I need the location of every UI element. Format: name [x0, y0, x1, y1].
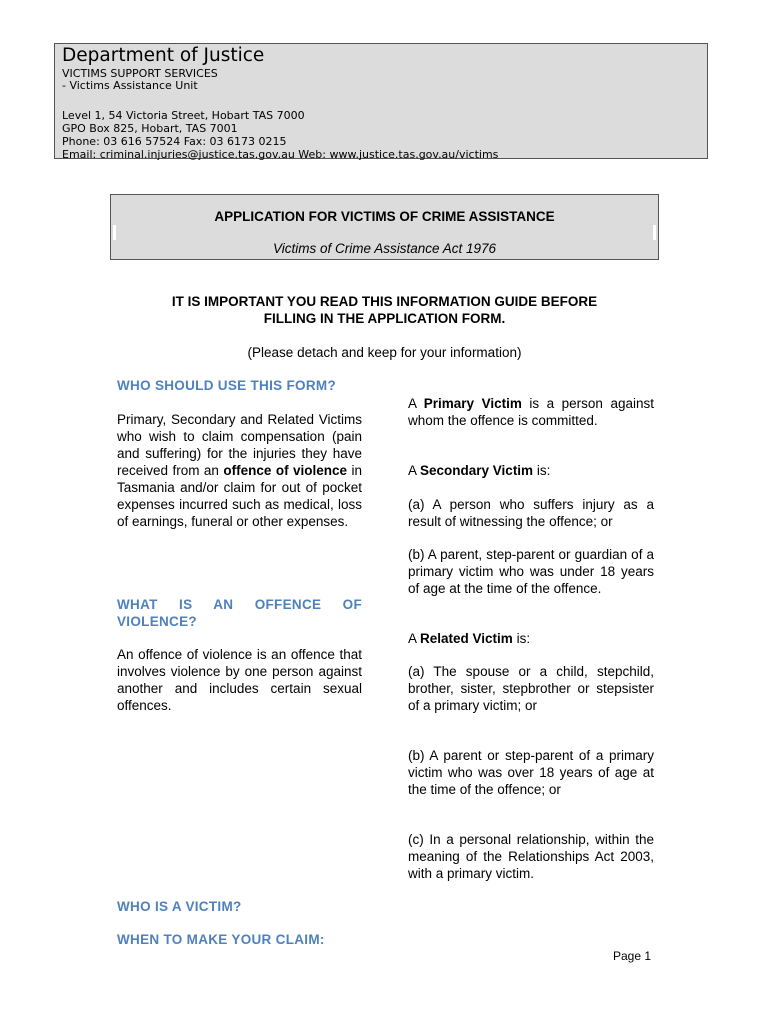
important-notice-line2: FILLING IN THE APPLICATION FORM.	[263, 311, 506, 326]
title-box-right-mark	[653, 225, 656, 240]
who-should-use-text-2: in Tasmania and/or claim for out of pocket expenses incurred such as medical, loss of earnings, funeral or other expenses.	[117, 463, 362, 529]
secondary-victim-intro: A Secondary Victim is:	[408, 463, 551, 478]
street-address: Level 1, 54 Victoria Street, Hobart TAS 7000	[62, 109, 305, 122]
detach-note: (Please detach and keep for your information)	[247, 345, 522, 360]
department-header	[54, 43, 708, 159]
secondary-victim-item-b: (b) A parent, step-parent or guardian of a primary victim who was under 18 years of age at the time of the offence.	[408, 547, 654, 596]
page-number: Page 1	[613, 949, 652, 963]
related-victim-item-a: (a) The spouse or a child, stepchild, brother, sister, stepbrother or stepsister of a primary victim; or	[408, 664, 654, 713]
offence-of-violence-term: offence of violence	[223, 463, 348, 478]
secondary-victim-item-a: (a) A person who suffers injury as a result of witnessing the offence; or	[408, 497, 654, 529]
who-is-victim-heading: WHO IS A VICTIM?	[117, 899, 242, 914]
primary-victim-definition: A Primary Victim is a person against whom the offence is committed.	[408, 396, 654, 428]
form-title-box	[110, 194, 659, 260]
form-title: APPLICATION FOR VICTIMS OF CRIME ASSISTANCE	[214, 209, 555, 224]
title-box-left-mark	[113, 225, 116, 240]
offence-paragraph: An offence of violence is an offence that involves violence by one person against another and includes certain sexual offences.	[117, 647, 362, 713]
when-to-claim-heading: WHEN TO MAKE YOUR CLAIM:	[117, 932, 325, 947]
what-is-offence-heading: WHAT IS AN OFFENCE OF VIOLENCE?	[117, 597, 362, 629]
service-name: VICTIMS SUPPORT SERVICES	[62, 67, 218, 80]
who-should-use-paragraph	[117, 411, 362, 530]
who-should-use-heading: WHO SHOULD USE THIS FORM?	[117, 378, 336, 393]
email-web: Email: criminal.injuries@justice.tas.gov.au Web: www.justice.tas.gov.au/victims	[62, 148, 499, 161]
related-victim-item-c: (c) In a personal relationship, within the meaning of the Relationships Act 2003, with a primary victim.	[408, 832, 654, 881]
primary-victim-term: Primary Victim	[423, 396, 522, 411]
po-box: GPO Box 825, Hobart, TAS 7001	[62, 122, 238, 135]
department-name: Department of Justice	[62, 45, 265, 66]
who-should-use-text-1: Primary, Secondary and Related Victims who wish to claim compensation (pain and suffering) for the injuries they have received from an	[117, 412, 362, 478]
unit-name: - Victims Assistance Unit	[62, 79, 198, 92]
related-victim-intro: A Related Victim is:	[408, 631, 531, 646]
related-victim-term: Related Victim	[420, 631, 513, 646]
act-name: Victims of Crime Assistance Act 1976	[272, 241, 497, 256]
secondary-victim-term: Secondary Victim	[420, 463, 534, 478]
phone-fax: Phone: 03 616 57524 Fax: 03 6173 0215	[62, 135, 287, 148]
important-notice-line1: IT IS IMPORTANT YOU READ THIS INFORMATION GUIDE BEFORE	[171, 294, 598, 309]
related-victim-item-b: (b) A parent or step-parent of a primary victim who was over 18 years of age at the time of the offence; or	[408, 748, 654, 797]
